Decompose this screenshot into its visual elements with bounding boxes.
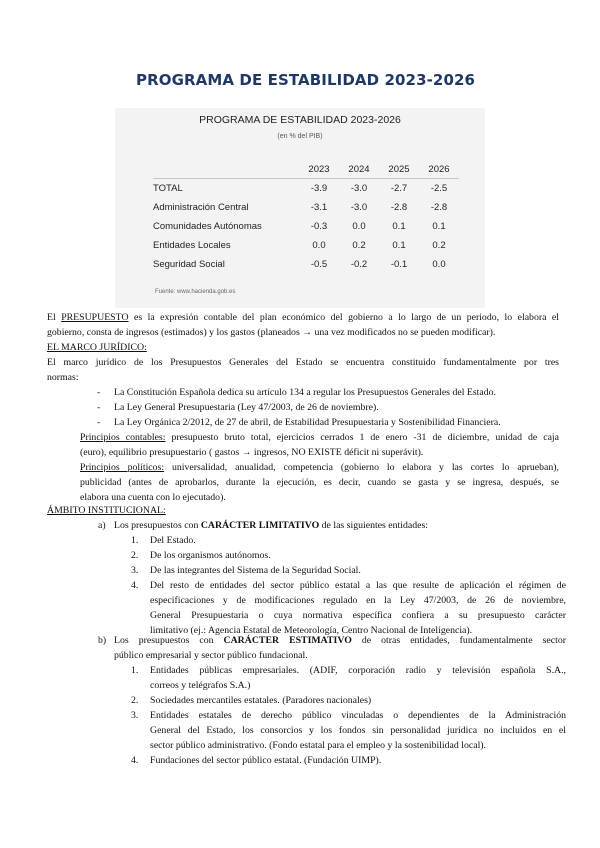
principios-politicos-line: publicidad (antes de aprobarlos, durante la ejecución, es decir, cuando se gasta y se ingresa, después, se — [80, 477, 559, 488]
item-number: 2. — [131, 550, 139, 561]
cell-value: 0.1 — [432, 221, 446, 232]
marco-heading: EL MARCO JURÍDICO: — [47, 342, 147, 353]
table-row — [153, 179, 459, 199]
item-marker: b) — [98, 635, 107, 646]
table-row — [153, 255, 459, 274]
table-row — [153, 217, 459, 236]
cell-value: -0.2 — [350, 259, 368, 270]
principios-politicos-label: Principios políticos: — [80, 462, 165, 473]
estimativo-intro-line: público empresarial y sector público fundacional. — [114, 650, 308, 661]
cell-value: -3.1 — [310, 202, 328, 213]
caracter-estimativo: CARÁCTER ESTIMATIVO — [223, 635, 352, 646]
item-marker: a) — [98, 520, 106, 531]
cell-value: -2.7 — [379, 179, 419, 199]
principios-politicos-line: elabora una cuenta con lo ejecutado). — [80, 492, 226, 503]
list-item: Fundaciones del sector público estatal. (Fundación UIMP). — [150, 755, 382, 766]
list-item: Entidades públicas empresariales. (ADIF, corporación radio y televisión española S.A., — [150, 665, 566, 676]
cell-value: 0.0 — [432, 259, 446, 270]
bullet-marker: - — [97, 387, 101, 398]
cell-value: 0.2 — [432, 240, 446, 251]
cell-value: -2.5 — [419, 179, 459, 199]
principios-contables-label: Principios contables: — [80, 432, 166, 443]
row-label: Seguridad Social — [153, 259, 225, 270]
caracter-limitativo: CARÁCTER LIMITATIVO — [200, 520, 320, 531]
item-number: 4. — [131, 580, 139, 591]
year-header: 2025 — [388, 163, 410, 175]
item-number: 3. — [131, 710, 139, 721]
bullet-marker: - — [97, 402, 101, 413]
list-item: General del Estado, los consorcios y los fondos sin personalidad jurídica no incluidos en el — [150, 725, 566, 736]
bullet-marker: - — [97, 417, 101, 428]
table-title: PROGRAMA DE ESTABILIDAD 2023-2026 — [199, 114, 401, 126]
table-row — [153, 236, 459, 255]
table-source: Fuente: www.hacienda.gob.es — [155, 289, 236, 295]
norm-item: La Ley General Presupuestaria (Ley 47/2003, de 26 de noviembre). — [114, 402, 379, 413]
norm-item: La Ley Orgánica 2/2012, de 27 de abril, de Estabilidad Presupuestaria y Sostenibilidad Financiera. — [114, 417, 501, 428]
cell-value: -0.1 — [390, 259, 408, 270]
row-label: Comunidades Autónomas — [153, 221, 262, 232]
year-header: 2023 — [308, 163, 330, 175]
norm-item: La Constitución Española dedica su artículo 134 a regular los Presupuestos Generales del Estado. — [114, 387, 496, 398]
limitativo-intro: Los presupuestos con CARÁCTER LIMITATIVO de las siguientes entidades: — [114, 520, 429, 531]
list-item: De los organismos autónomos. — [150, 550, 271, 561]
ambito-heading: ÁMBITO INSTITUCIONAL: — [47, 505, 166, 516]
item-number: 3. — [131, 565, 139, 576]
stability-table-figure — [115, 108, 485, 308]
marco-paragraph: El marco jurídico de los Presupuestos Generales del Estado se encuentra constituido fundamentalmente por tres — [47, 357, 559, 368]
cell-value: -2.8 — [390, 202, 408, 213]
marco-paragraph: normas: — [47, 372, 79, 383]
list-item: General Presupuestaria o cuya normativa específica confiera a su presupuesto carácter — [150, 610, 566, 621]
list-item: Del Estado. — [150, 535, 196, 546]
item-number: 4. — [131, 755, 139, 766]
cell-value: -2.8 — [430, 202, 448, 213]
cell-value: -3.9 — [299, 179, 339, 199]
list-item: Del resto de entidades del sector público estatal a las que resulte de aplicación el régimen de — [150, 580, 566, 591]
list-item: especificaciones y de modificaciones regulado en la Ley 47/2003, de 26 de noviembre, — [150, 595, 566, 606]
cell-value: 0.2 — [352, 240, 366, 251]
cell-value: -0.3 — [310, 221, 328, 232]
list-item: correos y telégrafos S.A.) — [150, 680, 251, 691]
list-item: Entidades estatales de derecho público vinculadas o dependientes de la Administración — [150, 710, 566, 721]
principios-contables-line: (euro), equilibrio presupuestario ( gastos → ingresos, NO EXISTE déficit ni superávit). — [80, 447, 424, 458]
estimativo-intro: Los presupuestos con CARÁCTER ESTIMATIVO de otras entidades, fundamentalmente sector — [114, 635, 566, 646]
intro-line: El PRESUPUESTO es la expresión contable del plan económico del gobierno a lo largo de un periodo, lo elabora el — [47, 312, 560, 323]
cell-value: 0.0 — [352, 221, 366, 232]
list-item: limitativo (ej.: Agencia Estatal de Meteorología, Centro Nacional de Inteligencia). — [150, 625, 473, 636]
item-number: 1. — [131, 665, 139, 676]
cell-value: 0.1 — [392, 221, 406, 232]
row-label: TOTAL — [153, 179, 299, 199]
list-item: De las integrantes del Sistema de la Seguridad Social. — [150, 565, 361, 576]
row-label: Entidades Locales — [153, 240, 231, 251]
cell-value: -3.0 — [350, 202, 368, 213]
intro-line: gobierno, consta de ingresos (estimados) y los gastos (planeados → una vez modificados no se pueden modificar). — [47, 327, 496, 338]
cell-value: 0.0 — [312, 240, 326, 251]
cell-value: -3.0 — [339, 179, 379, 199]
stability-table — [153, 160, 459, 274]
table-row — [153, 198, 459, 217]
list-item: Sociedades mercantiles estatales. (Paradores nacionales) — [150, 695, 372, 706]
row-label: Administración Central — [153, 202, 249, 213]
table-subtitle: (en % del PIB) — [277, 133, 323, 140]
item-number: 2. — [131, 695, 139, 706]
page-heading: PROGRAMA DE ESTABILIDAD 2023-2026 — [136, 71, 476, 89]
year-header: 2026 — [428, 163, 450, 175]
cell-value: -0.5 — [310, 259, 328, 270]
table-header-row — [153, 160, 459, 179]
item-number: 1. — [131, 535, 139, 546]
principios-politicos: Principios políticos: universalidad, anualidad, competencia (gobierno lo elabora y las cortes lo aprueban), — [80, 462, 559, 473]
list-item: sector público administrativo. (Fondo estatal para el empleo y la sostenibilidad local). — [150, 740, 486, 751]
principios-contables: Principios contables: presupuesto bruto total, ejercicios cerrados 1 de enero -31 de diciembre, unidad de caja — [80, 432, 559, 443]
cell-value: 0.1 — [392, 240, 406, 251]
presupuesto-term: PRESUPUESTO — [61, 312, 129, 323]
year-header: 2024 — [348, 163, 370, 175]
